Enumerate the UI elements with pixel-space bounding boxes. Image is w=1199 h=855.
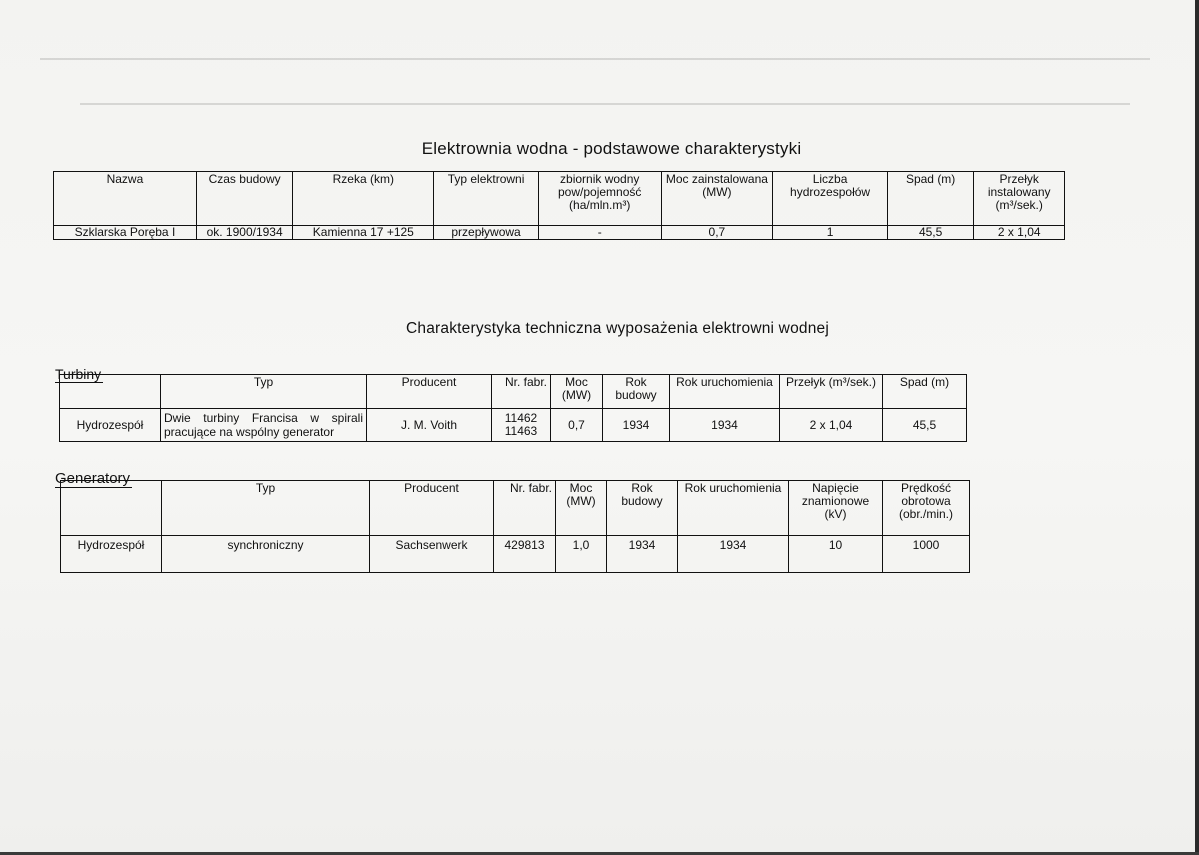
cell-nr-fabr: 11462 11463 [492,409,551,442]
header-row [60,375,967,409]
header-cell: Nr. fabr. [492,375,551,409]
cell-typ-elektrowni: przepływowa [434,226,539,240]
turbiny-label: Turbiny [55,366,102,382]
header-cell: Napięcie znamionowe (kV) [789,481,883,536]
cell-rzeka: Kamienna 17 +125 [293,226,434,240]
header-cell: Rok budowy [607,481,678,536]
cell-producent: J. M. Voith [367,409,492,442]
header-cell: Rok uruchomienia [678,481,789,536]
header-cell: Spad (m) [887,172,974,226]
generatory-table [60,480,970,573]
cell-napiecie: 10 [789,536,883,573]
scan-artifact [40,58,1150,60]
header-cell: Przełyk (m³/sek.) [780,375,883,409]
header-cell: Typ [161,375,367,409]
header-cell: Nazwa [54,172,197,226]
cell-moc: 0,7 [661,226,773,240]
header-cell: Producent [367,375,492,409]
header-cell: Przełyk instalowany (m³/sek.) [974,172,1065,226]
header-cell [60,375,161,409]
cell-liczba: 1 [773,226,888,240]
header-cell: Spad (m) [883,375,967,409]
header-cell: Rok budowy [603,375,670,409]
cell-nr-fabr: 429813 [494,536,556,573]
page-title: Elektrownia wodna - podstawowe charakterystyki [421,139,802,158]
cell-typ: Dwie turbiny Francisa w spirali pracujące na wspólny generator [161,409,367,442]
cell-spad: 45,5 [883,409,967,442]
table-row [54,226,1065,240]
cell-moc: 0,7 [551,409,603,442]
cell-moc: 1,0 [556,536,607,573]
cell-przelyk: 2 x 1,04 [780,409,883,442]
cell-typ-zespolu: Hydrozespół [61,536,162,573]
cell-nazwa: Szklarska Poręba I [54,226,197,240]
cell-rok-budowy: 1934 [607,536,678,573]
cell-spad: 45,5 [887,226,974,240]
scan-artifact [80,103,1130,105]
header-cell: Prędkość obrotowa (obr./min.) [883,481,970,536]
header-cell: Typ [162,481,370,536]
table-row [61,536,970,573]
header-row [61,481,970,536]
header-cell: Nr. fabr. [494,481,556,536]
header-cell: Czas budowy [196,172,293,226]
header-cell: Moc (MW) [556,481,607,536]
cell-przelyk: 2 x 1,04 [974,226,1065,240]
cell-producent: Sachsenwerk [370,536,494,573]
cell-rok-budowy: 1934 [603,409,670,442]
header-cell: Liczba hydrozespołów [773,172,888,226]
header-cell: Typ elektrowni [434,172,539,226]
header-cell: Rok uruchomienia [670,375,780,409]
header-cell [61,481,162,536]
cell-rok-uruchomienia: 1934 [678,536,789,573]
header-cell: Moc (MW) [551,375,603,409]
header-cell: Rzeka (km) [293,172,434,226]
cell-zbiornik: - [538,226,661,240]
cell-czas-budowy: ok. 1900/1934 [196,226,293,240]
main-characteristics-table [53,171,1065,240]
turbiny-table [59,374,967,442]
cell-rok-uruchomienia: 1934 [670,409,780,442]
section-title: Charakterystyka techniczna wyposażenia elektrowni wodnej [405,320,830,337]
generatory-label: Generatory [55,470,131,487]
cell-typ: synchroniczny [162,536,370,573]
cell-predkosc: 1000 [883,536,970,573]
cell-typ-zespolu: Hydrozespół [60,409,161,442]
header-cell: Producent [370,481,494,536]
header-cell: Moc zainstalowana (MW) [661,172,773,226]
header-cell: zbiornik wodny pow/pojemność (ha/mln.m³) [538,172,661,226]
header-row [54,172,1065,226]
scan-edge [1195,0,1199,855]
table-row [60,409,967,442]
